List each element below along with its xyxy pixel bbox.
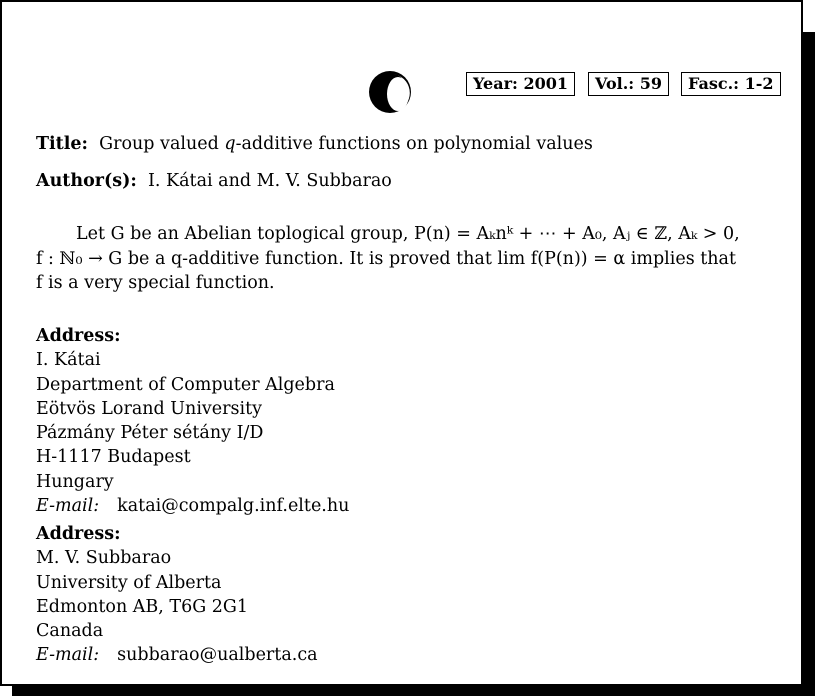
address-line: M. V. Subbarao — [36, 548, 172, 569]
email-address[interactable]: katai@compalg.inf.elte.hu — [117, 496, 350, 517]
address-line: H-1117 Budapest — [36, 447, 191, 468]
title-label: Title: — [36, 134, 88, 154]
email-label: E-mail: — [36, 496, 100, 517]
address-block-2 — [36, 522, 318, 668]
address-label: Address: — [36, 326, 121, 346]
email-label: E-mail: — [36, 645, 100, 666]
authors-line — [36, 169, 392, 193]
title-text-start: Group valued — [99, 134, 225, 154]
journal-logo — [368, 68, 414, 116]
title-variable: q — [224, 134, 236, 154]
address-line: Hungary — [36, 471, 114, 492]
abstract-text — [36, 222, 776, 296]
address-block-1 — [36, 324, 349, 518]
abstract-line-3: f is a very special function. — [36, 273, 275, 293]
address-line: Department of Computer Algebra — [36, 374, 335, 395]
fascicle-badge: Fasc.: 1-2 — [681, 72, 781, 96]
email-row — [36, 643, 318, 667]
address-line: Eötvös Lorand University — [36, 398, 263, 419]
address-line: Canada — [36, 621, 104, 642]
volume-badge: Vol.: 59 — [588, 72, 669, 96]
email-address[interactable]: subbarao@ualberta.ca — [117, 645, 318, 666]
authors-value: I. Kátai and M. V. Subbarao — [148, 171, 392, 191]
year-badge: Year: 2001 — [466, 72, 575, 96]
abstract-line-2: f : ℕ₀ → G be a q-additive function. It is proved that lim f(P(n)) = α implies that — [36, 248, 737, 269]
address-line: Edmonton AB, T6G 2G1 — [36, 596, 248, 617]
authors-label: Author(s): — [36, 171, 137, 191]
title-text-end: -additive functions on polynomial values — [235, 134, 593, 154]
abstract-line-1: Let G be an Abelian toplogical group, P(n) = Aₖnᵏ + ⋯ + A₀, Aⱼ ∈ ℤ, Aₖ > 0, — [76, 224, 740, 244]
address-label: Address: — [36, 524, 121, 544]
email-row — [36, 494, 349, 518]
title-line — [36, 132, 593, 156]
address-line: I. Kátai — [36, 350, 101, 371]
address-line: University of Alberta — [36, 572, 222, 593]
address-line: Pázmány Péter sétány I/D — [36, 423, 264, 444]
